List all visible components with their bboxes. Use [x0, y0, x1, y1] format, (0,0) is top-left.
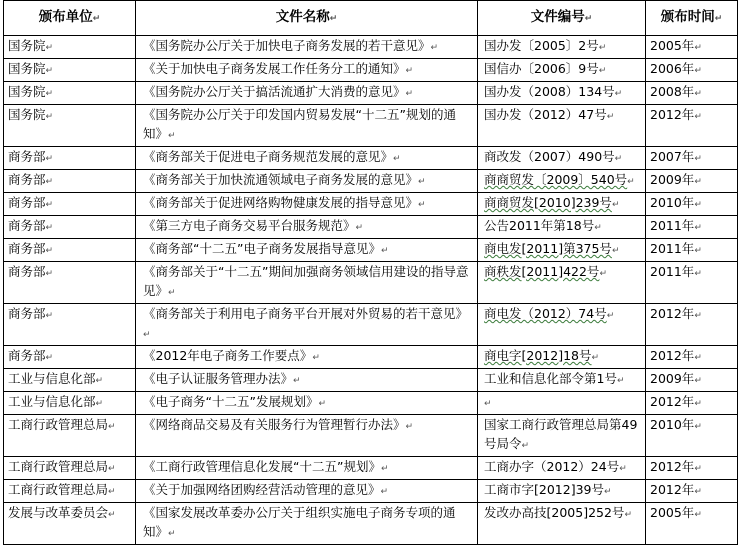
- cell-issue-date: 2006年↵: [646, 59, 738, 82]
- cell-document-number: 工商市字[2012]39号↵: [478, 480, 646, 503]
- cell-issue-date: 2009年↵: [646, 369, 738, 392]
- cell-document-name: 《2012年电子商务工作要点》↵: [136, 346, 478, 369]
- cell-document-name: 《国务院办公厅关于搞活流通扩大消费的意见》↵: [136, 82, 478, 105]
- cell-document-name: 《国务院办公厅关于印发国内贸易发展“十二五”规划的通知》↵: [136, 105, 478, 147]
- table-row: [4, 480, 738, 503]
- table-row: [4, 262, 738, 304]
- cell-document-number: 国办发（2012）47号↵: [478, 105, 646, 147]
- cell-document-number: 商电字[2012]18号↵: [478, 346, 646, 369]
- cell-document-name: 《关于加快电子商务发展工作任务分工的通知》↵: [136, 59, 478, 82]
- cell-issuing-unit: 商务部↵: [4, 346, 136, 369]
- cell-issue-date: 2010年↵: [646, 415, 738, 457]
- table-row: [4, 239, 738, 262]
- table-row: [4, 503, 738, 545]
- cell-issuing-unit: 商务部↵: [4, 216, 136, 239]
- cell-document-number: 工商办字（2012）24号↵: [478, 457, 646, 480]
- regulations-table: [3, 0, 738, 545]
- table-row: [4, 457, 738, 480]
- cell-issue-date: 2005年↵: [646, 36, 738, 59]
- cell-document-number: 商商贸发[2010]239号↵: [478, 193, 646, 216]
- cell-document-name: 《关于加强网络团购经营活动管理的意见》↵: [136, 480, 478, 503]
- cell-document-number: 商秩发[2011]422号↵: [478, 262, 646, 304]
- cell-issuing-unit: 商务部↵: [4, 239, 136, 262]
- cell-issue-date: 2012年↵: [646, 346, 738, 369]
- cell-document-name: 《商务部关于“十二五”期间加强商务领域信用建设的指导意见》↵: [136, 262, 478, 304]
- cell-document-name: 《电子认证服务管理办法》↵: [136, 369, 478, 392]
- table-row: [4, 193, 738, 216]
- cell-issue-date: 2012年↵: [646, 304, 738, 346]
- table-row: [4, 415, 738, 457]
- cell-issuing-unit: 工商行政管理总局↵: [4, 480, 136, 503]
- cell-document-number: 工业和信息化部令第1号↵: [478, 369, 646, 392]
- cell-issue-date: 2011年↵: [646, 216, 738, 239]
- cell-issuing-unit: 商务部↵: [4, 147, 136, 170]
- cell-document-name: 《国家发展改革委办公厅关于组织实施电子商务专项的通知》↵: [136, 503, 478, 545]
- cell-issue-date: 2005年↵: [646, 503, 738, 545]
- cell-document-name: 《商务部关于促进网络购物健康发展的指导意见》↵: [136, 193, 478, 216]
- header-document-name: 文件名称↵: [136, 1, 478, 36]
- header-issue-date: 颁布时间↵: [646, 1, 738, 36]
- table-row: [4, 36, 738, 59]
- cell-issuing-unit: 国务院↵: [4, 36, 136, 59]
- cell-issuing-unit: 商务部↵: [4, 170, 136, 193]
- cell-issue-date: 2007年↵: [646, 147, 738, 170]
- cell-issue-date: 2012年↵: [646, 105, 738, 147]
- cell-document-number: 国信办〔2006〕9号↵: [478, 59, 646, 82]
- cell-issuing-unit: 国务院↵: [4, 59, 136, 82]
- cell-issue-date: 2012年↵: [646, 392, 738, 415]
- cell-document-name: 《第三方电子商务交易平台服务规范》↵: [136, 216, 478, 239]
- table-row: [4, 59, 738, 82]
- table-row: [4, 369, 738, 392]
- table-row: [4, 82, 738, 105]
- cell-document-name: 《商务部“十二五”电子商务发展指导意见》↵: [136, 239, 478, 262]
- cell-document-number: 国家工商行政管理总局第49号局令↵: [478, 415, 646, 457]
- cell-issue-date: 2009年↵: [646, 170, 738, 193]
- cell-document-number: 国办发〔2005〕2号↵: [478, 36, 646, 59]
- cell-issuing-unit: 国务院↵: [4, 82, 136, 105]
- table-row: [4, 216, 738, 239]
- cell-document-name: 《电子商务“十二五”发展规划》↵: [136, 392, 478, 415]
- cell-document-number: 商改发（2007）490号↵: [478, 147, 646, 170]
- cell-document-number: 商商贸发〔2009〕540号↵: [478, 170, 646, 193]
- cell-document-name: 《商务部关于加快流通领域电子商务发展的意见》↵: [136, 170, 478, 193]
- cell-document-name: 《商务部关于促进电子商务规范发展的意见》↵: [136, 147, 478, 170]
- cell-issue-date: 2012年↵: [646, 457, 738, 480]
- cell-issuing-unit: 工业与信息化部↵: [4, 369, 136, 392]
- cell-document-number: 公告2011年第18号↵: [478, 216, 646, 239]
- cell-document-number: 商电发[2011]第375号↵: [478, 239, 646, 262]
- cell-issue-date: 2011年↵: [646, 239, 738, 262]
- table-row: [4, 346, 738, 369]
- cell-document-name: 《工商行政管理信息化发展“十二五”规划》↵: [136, 457, 478, 480]
- table-row: [4, 392, 738, 415]
- cell-document-name: 《网络商品交易及有关服务行为管理暂行办法》↵: [136, 415, 478, 457]
- table-row: [4, 147, 738, 170]
- cell-issuing-unit: 工业与信息化部↵: [4, 392, 136, 415]
- table-header-row: [4, 1, 738, 36]
- table-row: [4, 105, 738, 147]
- cell-document-number: 商电发（2012）74号↵: [478, 304, 646, 346]
- cell-document-number: 国办发（2008）134号↵: [478, 82, 646, 105]
- cell-document-name: 《商务部关于利用电子商务平台开展对外贸易的若干意见》↵: [136, 304, 478, 346]
- cell-document-number: ↵: [478, 392, 646, 415]
- header-issuing-unit: 颁布单位↵: [4, 1, 136, 36]
- cell-issue-date: 2010年↵: [646, 193, 738, 216]
- table-row: [4, 304, 738, 346]
- cell-issuing-unit: 商务部↵: [4, 193, 136, 216]
- cell-issuing-unit: 国务院↵: [4, 105, 136, 147]
- cell-issuing-unit: 商务部↵: [4, 304, 136, 346]
- cell-issuing-unit: 工商行政管理总局↵: [4, 415, 136, 457]
- cell-issuing-unit: 工商行政管理总局↵: [4, 457, 136, 480]
- cell-document-name: 《国务院办公厅关于加快电子商务发展的若干意见》↵: [136, 36, 478, 59]
- cell-issue-date: 2011年↵: [646, 262, 738, 304]
- header-document-number: 文件编号↵: [478, 1, 646, 36]
- cell-issue-date: 2008年↵: [646, 82, 738, 105]
- table-row: [4, 170, 738, 193]
- cell-issuing-unit: 商务部↵: [4, 262, 136, 304]
- cell-issue-date: 2012年↵: [646, 480, 738, 503]
- cell-issuing-unit: 发展与改革委员会↵: [4, 503, 136, 545]
- cell-document-number: 发改办高技[2005]252号↵: [478, 503, 646, 545]
